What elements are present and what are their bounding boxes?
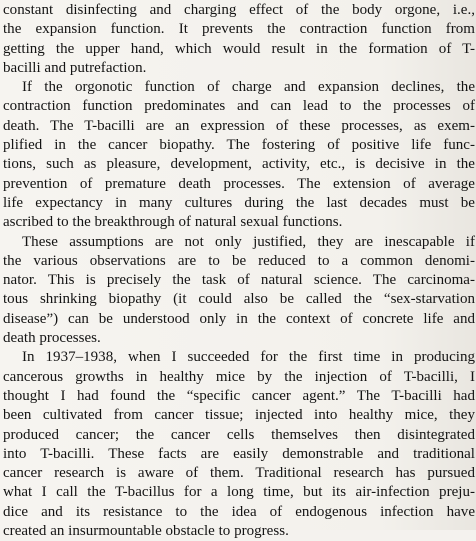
text-line: ascribed to the breakthrough of natural sexual functions. (3, 214, 343, 231)
text-line: prevention of premature death processes. The extension of average (3, 175, 475, 192)
text-line: produced cancer; the cancer cells themselves then disintegrated (3, 426, 475, 443)
text-line: In 1937–1938, when I succeeded for the first time in producing (22, 349, 475, 366)
text-line: cancerous growths in healthy mice by the injection of T-bacilli, I (3, 368, 475, 385)
text-line: getting the upper hand, which would result in the formation of T- (3, 40, 475, 57)
text-line: the expansion function. It prevents the contraction function from (3, 21, 475, 38)
text-line: disease”) can be understood only in the context of concrete life and (3, 310, 475, 327)
text-line: tous shrinking biopathy (it could also be called the “sex-starvation (3, 291, 475, 308)
text-line: death processes. (3, 330, 101, 347)
text-line: If the orgonotic function of charge and expansion declines, the (22, 79, 475, 96)
text-line: into T-bacilli. These facts are easily demonstrable and traditional (3, 445, 475, 462)
paragraph-3 (3, 233, 475, 349)
text-line: been cultivated from cancer tissue; injected into healthy mice, they (3, 407, 475, 424)
paragraph-4 (3, 348, 475, 541)
text-line: These assumptions are not only justified, they are inescapable if (22, 233, 475, 250)
text-line: nator. This is precisely the task of natural science. The carcinoma- (3, 272, 475, 289)
paragraph-2 (3, 78, 475, 232)
text-line: the various observations are to be reduced to a common denomi- (3, 252, 475, 269)
text-line: bacilli and putrefaction. (3, 59, 147, 76)
text-line: contraction function predominates and can lead to the processes of (3, 98, 475, 115)
text-line: tions, such as pleasure, development, activity, etc., is decisive in the (3, 156, 475, 173)
text-line: dice and its resistance to the idea of endogenous infection have (3, 503, 475, 520)
text-line: death. The T-bacilli are an expression of these processes, as exem- (3, 117, 475, 134)
text-line: thought I had found the “specific cancer agent.” The T-bacilli had (3, 387, 475, 404)
text-line: plified in the cancer biopathy. The fostering of positive life func- (3, 137, 475, 154)
body-text (3, 1, 475, 541)
text-line: created an insurmountable obstacle to progress. (3, 523, 289, 540)
text-line: constant disinfecting and charging effect of the body orgone, i.e., (3, 2, 475, 18)
text-line: life expectancy in many cultures during the last decades must be (3, 194, 475, 211)
text-line: cancer research is aware of them. Traditional research has pursued (3, 465, 475, 482)
text-line: what I call the T-bacillus for a long time, but its air-infection preju- (3, 484, 475, 501)
paragraph-1 (3, 1, 475, 78)
